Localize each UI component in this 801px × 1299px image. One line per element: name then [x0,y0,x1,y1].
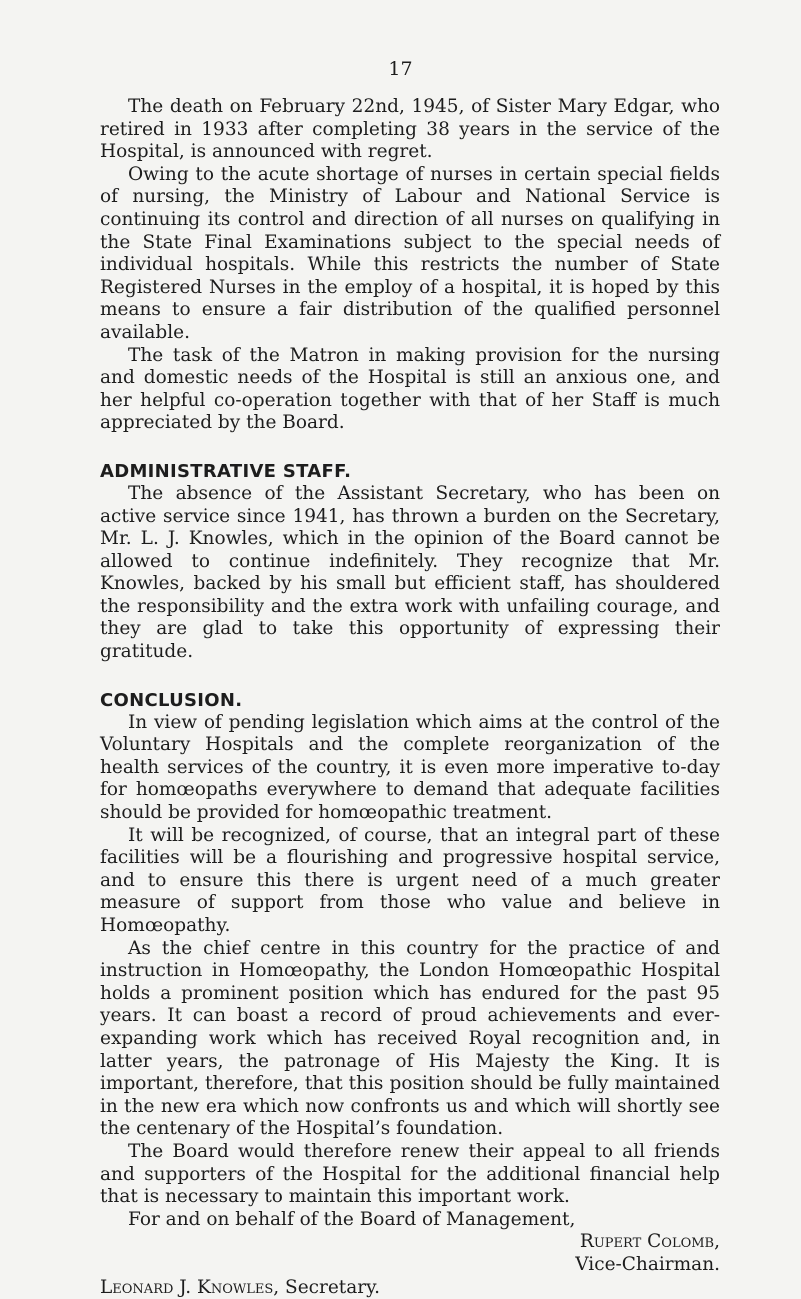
page-number: 17 [0,58,801,80]
report-body [100,96,720,1299]
paragraph-administrative-staff: The absence of the Assistant Secretary, who has been on active service since 1941, has thrown a burden on the Secretary, Mr. L. J. Knowles, which in the opinion of the Board cannot be allowed to continue indefinitely. They recognize that Mr. Knowles, backed by his small but efficient staff, has shouldered the responsibility and the extra work with unfailing courage, and they are glad to take this opportunity of expressing their gratitude. [100,483,720,664]
paragraph-legislation: In view of pending legislation which aims at the control of the Voluntary Hospitals and the complete reorganization of the health services of the country, it is even more imperative to-day for homœopaths everywhere to demand that adequate facilities should be provided for homœopathic treatment. [100,712,720,825]
paragraph-on-behalf: For and on behalf of the Board of Management, [100,1209,720,1232]
paragraph-hospital-service: It will be recognized, of course, that an integral part of these facilities will be a flourishing and progressive hospital service, and to ensure this there is urgent need of a much greater measure of support from those who value and believe in Homœopathy. [100,825,720,938]
heading-conclusion: CONCLUSION. [100,690,720,712]
secretary-name: Leonard J. Knowles, [100,1277,279,1298]
secretary-line [100,1277,720,1299]
paragraph-chief-centre: As the chief centre in this country for the practice of and instruction in Homœopathy, the London Homœopathic Hospital holds a prominent position which has endured for the past 95 years. It can boast a record of proud achievements and ever-expanding work which has received Royal recognition and, in latter years, the patronage of His Majesty the King. It is important, therefore, that this position should be fully maintained in the new era which now confronts us and which will shortly see the centenary of the Hospital’s foundation. [100,938,720,1141]
paragraph-matron: The task of the Matron in making provision for the nursing and domestic needs of the Hospital is still an anxious one, and her helpful co-operation together with that of her Staff is much appreciated by the Board. [100,345,720,435]
secretary-role: Secretary. [279,1277,380,1298]
paragraph-nurse-shortage: Owing to the acute shortage of nurses in certain special fields of nursing, the Ministry of Labour and National Service is continuing its control and direction of all nurses on qualifying in the State Final Examinations subject to the special needs of individual hospitals. While this restricts the number of State Registered Nurses in the employ of a hospital, it is hoped by this means to ensure a fair distribution of the qualified personnel available. [100,164,720,345]
signatory-name: Rupert Colomb, [100,1231,720,1254]
heading-administrative-staff: ADMINISTRATIVE STAFF. [100,461,720,483]
paragraph-appeal: The Board would therefore renew their appeal to all friends and supporters of the Hospital for the additional financial help that is necessary to maintain this important work. [100,1141,720,1209]
signatory-role: Vice-Chairman. [100,1254,720,1277]
paragraph-death-notice: The death on February 22nd, 1945, of Sister Mary Edgar, who retired in 1933 after completing 38 years in the service of the Hospital, is announced with regret. [100,96,720,164]
